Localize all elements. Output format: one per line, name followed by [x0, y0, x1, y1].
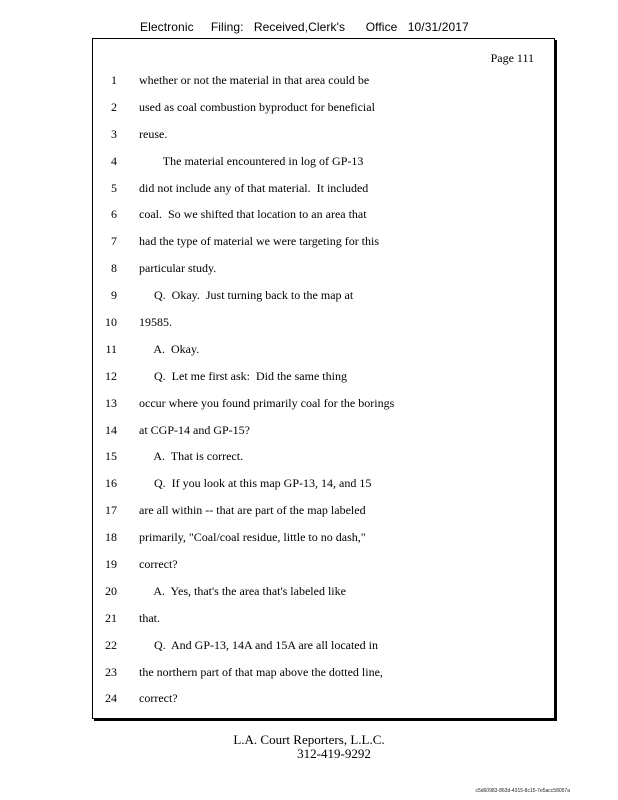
line-text: correct?: [139, 691, 178, 706]
transcript-line: [93, 369, 554, 396]
transcript-line: [93, 342, 554, 369]
footer: [0, 733, 618, 761]
line-text: whether or not the material in that area could be: [139, 73, 370, 87]
line-text: Q. Okay. Just turning back to the map at: [139, 288, 354, 303]
transcript-line: [93, 638, 554, 665]
transcript-line: [93, 449, 554, 476]
line-text: The material encountered in log of GP-13: [139, 153, 364, 168]
line-number: 17: [105, 503, 117, 518]
transcript-line: [93, 476, 554, 503]
line-text: are all within -- that are part of the map labeled: [139, 503, 366, 518]
line-text: Q. If you look at this map GP-13, 14, and 15: [139, 476, 372, 491]
line-number: 13: [105, 395, 117, 410]
transcript-line: [93, 288, 554, 315]
line-text: primarily, "Coal/coal residue, little to no dash,": [139, 530, 366, 545]
line-text: that.: [139, 610, 160, 625]
line-number: 8: [111, 261, 117, 276]
transcript-line: [93, 154, 554, 181]
line-number: 9: [111, 288, 117, 303]
transcript-line: [93, 73, 554, 100]
transcript-line: [93, 261, 554, 288]
transcript-line: [93, 691, 554, 718]
line-text: A. Okay.: [139, 341, 200, 356]
line-text: did not include any of that material. It included: [139, 180, 369, 195]
line-number: 24: [105, 691, 117, 706]
transcript-line: [93, 503, 554, 530]
line-text: 19585.: [139, 315, 172, 330]
line-number: 15: [105, 449, 117, 464]
line-number: 18: [105, 530, 117, 545]
line-text: A. That is correct.: [139, 449, 244, 464]
transcript-line: [93, 396, 554, 423]
line-number: 6: [111, 207, 117, 222]
transcript-page: [92, 38, 555, 719]
line-number: 21: [105, 610, 117, 625]
line-number: 23: [105, 664, 117, 679]
page-number: Page 111: [490, 51, 534, 65]
line-number: 20: [105, 583, 117, 598]
line-number: 16: [105, 476, 117, 491]
line-number: 19: [105, 557, 117, 572]
transcript-line: [93, 557, 554, 584]
line-number: 11: [105, 341, 117, 356]
line-text: Q. Let me first ask: Did the same thing: [139, 368, 347, 383]
line-text: used as coal combustion byproduct for beneficial: [139, 99, 375, 114]
transcript-line: [93, 100, 554, 127]
line-number: 1: [111, 73, 117, 87]
transcript-line: [93, 665, 554, 692]
line-text: had the type of material we were targeting for this: [139, 234, 380, 249]
line-number: 7: [111, 234, 117, 249]
transcript-lines: [93, 73, 554, 718]
line-number: 12: [105, 368, 117, 383]
line-text: occur where you found primarily coal for the borings: [139, 395, 395, 410]
transcript-line: [93, 127, 554, 154]
line-text: coal. So we shifted that location to an area that: [139, 207, 367, 222]
transcript-line: [93, 234, 554, 261]
line-text: correct?: [139, 557, 178, 572]
reporter-phone: 312-419-9292: [297, 746, 371, 761]
line-text: the northern part of that map above the dotted line,: [139, 664, 383, 679]
transcript-line: [93, 315, 554, 342]
transcript-line: [93, 584, 554, 611]
line-text: A. Yes, that's the area that's labeled like: [139, 583, 346, 598]
line-number: 4: [111, 153, 117, 168]
line-text: particular study.: [139, 261, 217, 276]
transcript-line: [93, 181, 554, 208]
line-number: 14: [105, 422, 117, 437]
transcript-line: [93, 530, 554, 557]
reporter-company: L.A. Court Reporters, L.L.C.: [233, 732, 385, 747]
line-text: reuse.: [139, 126, 168, 141]
transcript-line: [93, 207, 554, 234]
transcript-line: [93, 611, 554, 638]
line-number: 5: [111, 180, 117, 195]
line-number: 22: [105, 637, 117, 652]
transcript-line: [93, 423, 554, 450]
filing-header: Electronic Filing: Received,Clerk's Office 10/31/2017: [140, 20, 469, 34]
line-number: 3: [111, 126, 117, 141]
document-hash: c5d60983-863d-4315-8c15-7e5acc58057a: [475, 788, 570, 794]
line-number: 2: [111, 99, 117, 114]
line-text: at CGP-14 and GP-15?: [139, 422, 250, 437]
line-text: Q. And GP-13, 14A and 15A are all located in: [139, 637, 378, 652]
line-number: 10: [105, 315, 117, 330]
